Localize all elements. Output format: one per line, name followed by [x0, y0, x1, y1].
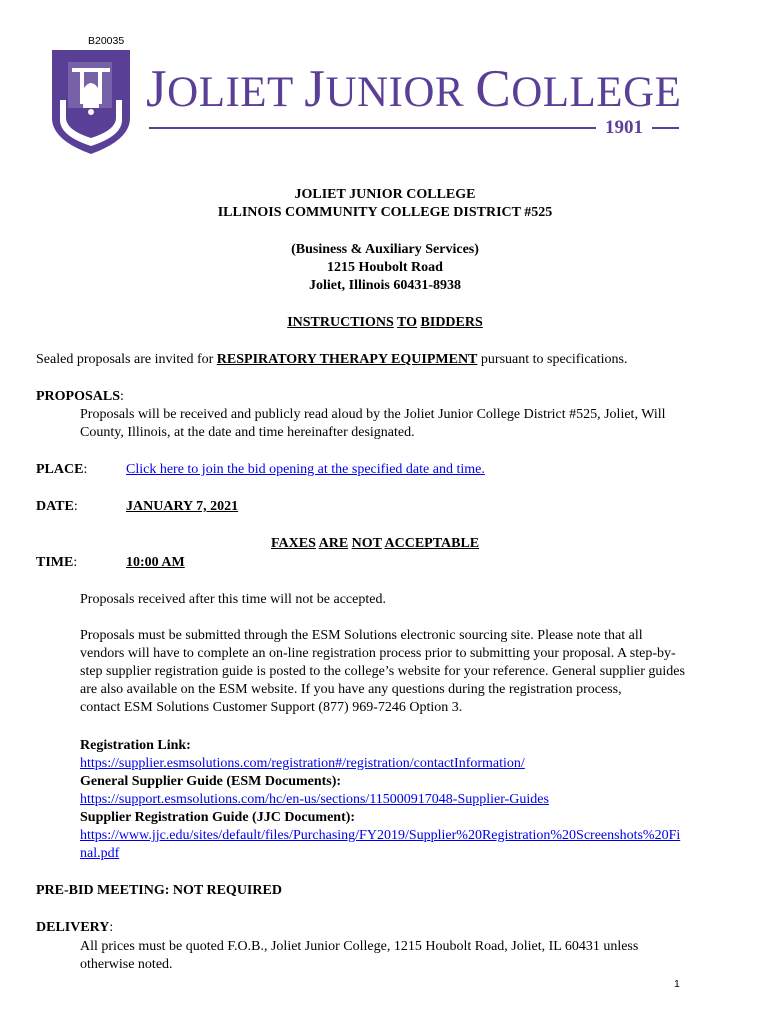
date-value: JANUARY 7, 2021	[126, 499, 239, 514]
faxes-notice: FAXES ARE NOT ACCEPTABLE	[271, 536, 480, 551]
logo-rule-left	[149, 127, 596, 129]
jjc-guide-link-continued[interactable]: nal.pdf	[80, 846, 120, 861]
time-label: TIME:	[36, 555, 78, 570]
college-wordmark: JOLIET JUNIOR COLLEGE	[146, 60, 682, 118]
header-college-name: JOLIET JUNIOR COLLEGE	[294, 187, 476, 202]
document-code: B20035	[88, 35, 125, 47]
supplier-guide-link[interactable]: https://support.esmsolutions.com/hc/en-us/sections/115000917048-Supplier-Guides	[80, 792, 549, 807]
header-block	[0, 186, 770, 222]
place-label: PLACE:	[36, 462, 88, 477]
supplier-guide-label: General Supplier Guide (ESM Documents):	[80, 774, 342, 789]
delivery-text-line2: otherwise noted.	[80, 957, 173, 972]
delivery-heading: DELIVERY:	[36, 920, 114, 935]
submission-line2: vendors will have to complete an on-line registration process prior to submitting your proposal. A step-by-	[80, 646, 676, 661]
instructions-title: INSTRUCTIONS TO BIDDERS	[287, 315, 483, 330]
delivery-text-line1: All prices must be quoted F.O.B., Joliet Junior College, 1215 Houbolt Road, Joliet, IL 60431 unless	[80, 939, 639, 954]
logo-rule-right	[652, 127, 679, 129]
college-shield-logo	[50, 48, 132, 156]
submission-line5: contact ESM Solutions Customer Support (877) 969-7246 Option 3.	[80, 700, 463, 715]
logo-year: 1901	[605, 117, 643, 138]
registration-link-label: Registration Link:	[80, 738, 191, 753]
submission-line1: Proposals must be submitted through the ESM Solutions electronic sourcing site. Please note that all	[80, 628, 643, 643]
submission-line4: are also available on the ESM website. If you have any questions during the registration process,	[80, 682, 622, 697]
submission-line3: step supplier registration guide is posted to the college’s website for your reference. General supplier guides	[80, 664, 685, 679]
equipment-item: RESPIRATORY THERAPY EQUIPMENT	[216, 352, 478, 367]
prebid-meeting: PRE-BID MEETING: NOT REQUIRED	[36, 883, 282, 898]
address-block	[0, 241, 770, 295]
intro-sentence: Sealed proposals are invited for RESPIRATORY THERAPY EQUIPMENT pursuant to specifications.	[36, 352, 628, 367]
bid-opening-link[interactable]: Click here to join the bid opening at the specified date and time.	[126, 462, 485, 477]
jjc-guide-link[interactable]: https://www.jjc.edu/sites/default/files/Purchasing/FY2019/Supplier%20Registration%20Screenshots%20Fi	[80, 828, 681, 843]
header-district: ILLINOIS COMMUNITY COLLEGE DISTRICT #525	[217, 205, 553, 220]
header-street: 1215 Houbolt Road	[327, 260, 443, 275]
proposals-text-line1: Proposals will be received and publicly read aloud by the Joliet Junior College District #525, Joliet, Will	[80, 407, 666, 422]
registration-link[interactable]: https://supplier.esmsolutions.com/registration#/registration/contactInformation/	[80, 756, 525, 771]
header-department: (Business & Auxiliary Services)	[291, 242, 479, 257]
time-value: 10:00 AM	[126, 555, 185, 570]
proposals-heading: PROPOSALS:	[36, 389, 124, 404]
late-proposals-note: Proposals received after this time will not be accepted.	[80, 592, 386, 607]
page-number: 1	[674, 978, 680, 990]
header-city: Joliet, Illinois 60431-8938	[308, 278, 462, 293]
date-label: DATE:	[36, 499, 78, 514]
proposals-text-line2: County, Illinois, at the date and time hereinafter designated.	[80, 425, 415, 440]
jjc-guide-label: Supplier Registration Guide (JJC Document):	[80, 810, 356, 825]
